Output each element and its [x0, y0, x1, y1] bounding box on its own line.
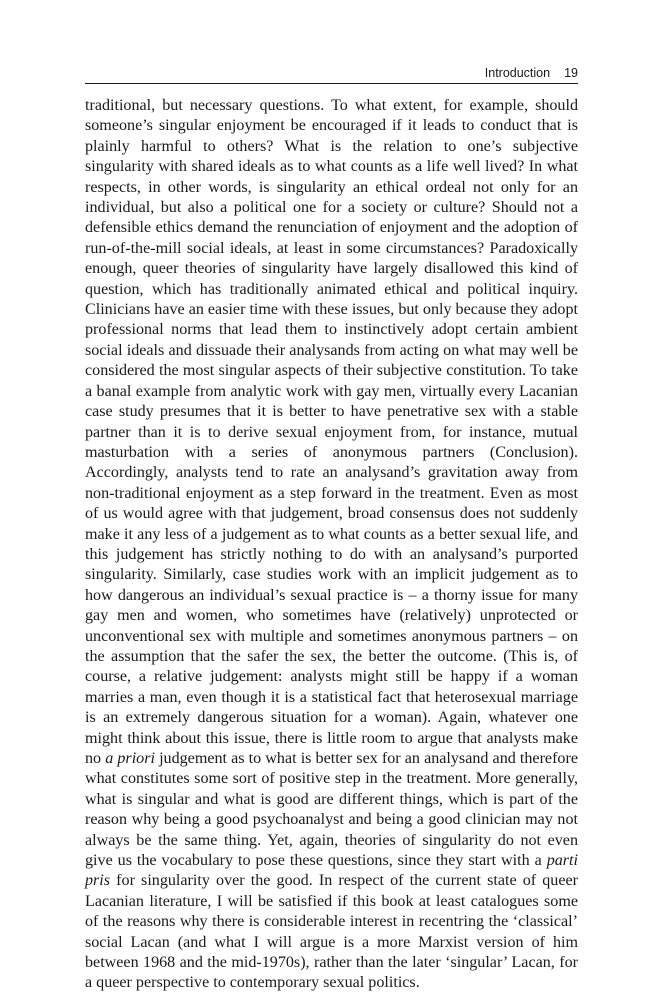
running-header-title: Introduction [484, 66, 551, 80]
running-header [85, 66, 578, 82]
paragraph-text-part-2: judgement as to what is better sex for an analysand and therefore what constitutes some sort of positive step in the treatment. More generally, what is singular and what is good are different things, which is part of the reason why being a good psychoanalyst and being a good clinician may not always be the same thing. Yet, again, theories of singularity do not even give us the vocabulary to pose these questions, since they start with a [85, 750, 578, 870]
paragraph-text-part-1: traditional, but necessary questions. To what extent, for example, should someone’s singular enjoyment be encouraged if it leads to conduct that is plainly harmful to others? What is the relation to one’s subjective singularity with shared ideals as to what counts as a life well lived? In what respects, in other words, is singularity an ethical ordeal not only for an individual, but also a political one for a society or culture? Should not a defensible ethics demand the renunciation of enjoyment and the adoption of run-of-the-mill social ideals, at least in some circumstances? Paradoxically enough, queer theories of singularity have largely disallowed this kind of question, which has traditionally animated ethical and political inquiry. Clinicians have an easier time with these issues, but only because they adopt professional norms that lead them to instinctively adopt certain ambient social ideals and dissuade their analysands from acting on what may well be considered the most singular aspects of their subjective constitution. To take a banal example from analytic work with gay men, virtually every Lacanian case study presumes that it is better to have penetrative sex with a stable partner than it is to derive sexual enjoyment from, for instance, mutual masturbation with a series of anonymous partners (Conclusion). Accordingly, analysts tend to rate an analysand’s gravitation away from non-traditional enjoyment as a step forward in the treatment. Even as most of us would agree with that judgement, broad consensus does not suddenly make it any less of a judgement as to what counts as a better sexual life, and this judgement has strictly nothing to do with an analysand’s purported singularity. Similarly, case studies work with an implicit judgement as to how dangerous an individual’s sexual practice is – a thorny issue for many gay men and women, who sometimes have (relatively) unprotected or unconventional sex with multiple and sometimes anonymous partners – on the assumption that the safer the sex, the better the outcome. (This is, of course, a relative judgement: analysts might still be happy if a woman marries a man, even though it is a statistical fact that heterosexual marriage is an extremely dangerous situation for a woman). Again, whatever one might think about this issue, there is little room to argue that analysts make no [85, 97, 578, 767]
paragraph-text-part-3: for singularity over the good. In respect of the current state of queer Lacanian literature, I will be satisfied if this book at least catalogues some of the reasons why there is considerable interest in recentring the ‘classical’ social Lacan (and what I will argue is a more Marxist version of him between 1968 and the mid-1970s), rather than the later ‘singular’ Lacan, for a queer perspective to contemporary sexual politics. [85, 872, 578, 992]
italic-term-parti-pris: parti pris [85, 852, 578, 890]
header-rule [85, 83, 578, 84]
page-number: 19 [564, 66, 578, 80]
italic-term-a-priori: a priori [105, 750, 155, 767]
body-paragraph [85, 96, 578, 994]
